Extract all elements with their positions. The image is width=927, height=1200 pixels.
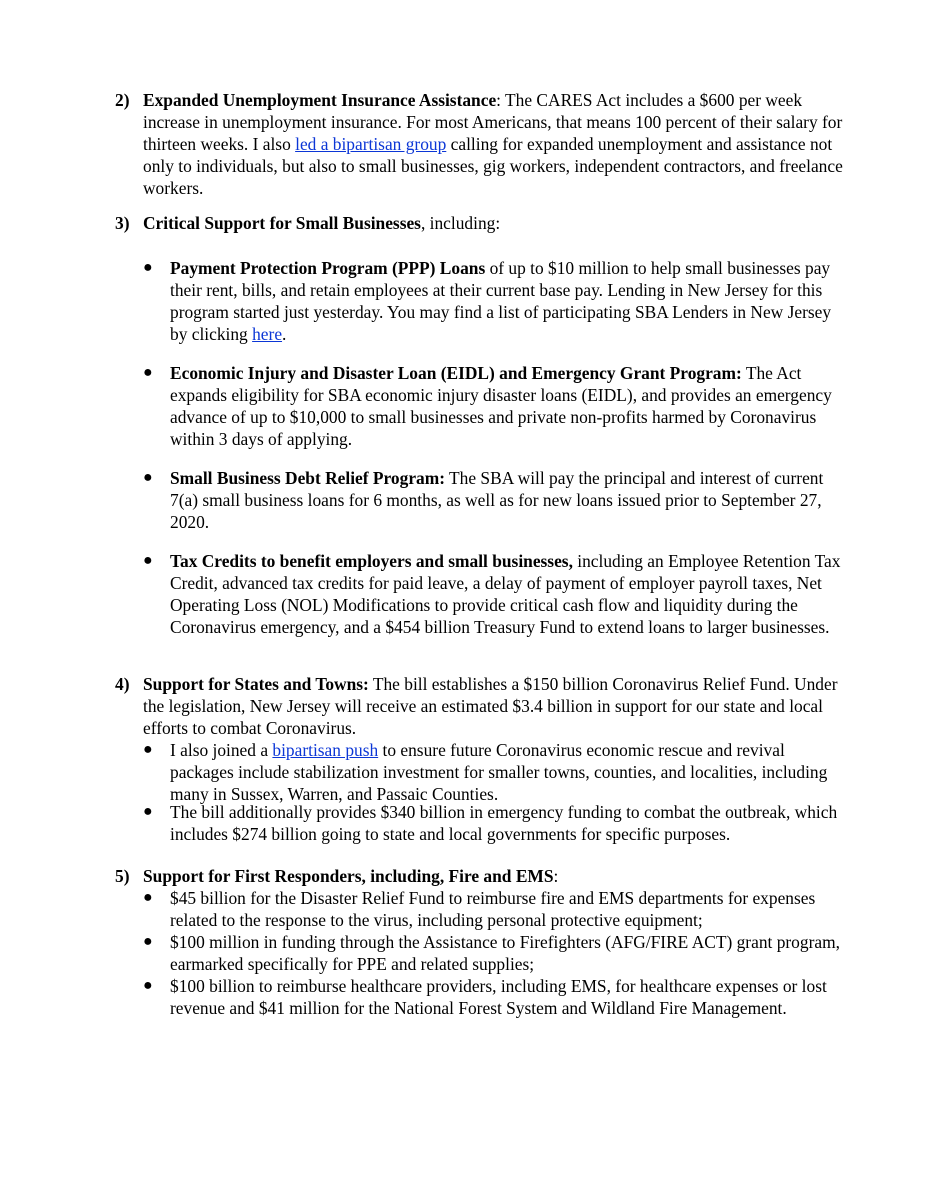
- section-3-text: [143, 212, 850, 234]
- bullet-icon: ●: [143, 803, 153, 820]
- list-item: [143, 739, 850, 805]
- section-2-text: [143, 89, 850, 199]
- bullet-icon: ●: [143, 259, 153, 276]
- bullet-icon: ●: [143, 889, 153, 906]
- list-item: [143, 257, 850, 345]
- list-item: [143, 887, 850, 931]
- section-5-text: [143, 865, 850, 887]
- item-body: including an Employee Retention Tax Credit, advanced tax credits for paid leave, a delay of payment of employer payroll taxes, Net Operating Loss (NOL) Modifications to provide critical cash flow and liquidity during the Coronavirus emergency, and a $454 billion Treasury Fund to extend loans to larger businesses.: [170, 551, 841, 637]
- list-item: [143, 467, 850, 533]
- item-body-cont: to ensure future Coronavirus economic rescue and revival packages include stabilization investment for smaller towns, counties, and localities, including many in Sussex, Warren, and Passaic Counties.: [170, 740, 828, 804]
- section-body: The bill establishes a $150 billion Coronavirus Relief Fund. Under the legislation, New Jersey will receive an estimated $3.4 billion in support for our state and local efforts to combat Coronavirus.: [143, 674, 838, 738]
- item-heading: Tax Credits to benefit employers and small businesses,: [170, 551, 573, 571]
- list-item: [143, 931, 850, 975]
- list-item: [143, 362, 850, 450]
- item-body: $100 billion to reimburse healthcare providers, including EMS, for healthcare expenses or lost revenue and $41 million for the National Forest System and Wildland Fire Management.: [170, 976, 827, 1018]
- section-4-text: [143, 673, 850, 739]
- section-heading: Critical Support for Small Businesses: [143, 213, 421, 233]
- item-body: I also joined a: [170, 740, 273, 760]
- section-number: 2): [115, 90, 130, 110]
- section-body-cont: calling for expanded unemployment and assistance not only to individuals, but also to small businesses, gig workers, independent contractors, and freelance workers.: [143, 134, 843, 198]
- item-body: $45 billion for the Disaster Relief Fund to reimburse fire and EMS departments for expenses related to the response to the virus, including personal protective equipment;: [170, 888, 816, 930]
- bullet-icon: ●: [143, 933, 153, 950]
- item-body: The SBA will pay the principal and interest of current 7(a) small business loans for 6 months, as well as for new loans issued prior to September 27, 2020.: [170, 468, 824, 532]
- section-number: 4): [115, 674, 130, 694]
- item-heading: Payment Protection Program (PPP) Loans: [170, 258, 486, 278]
- item-tail: .: [282, 324, 287, 344]
- item-heading: Economic Injury and Disaster Loan (EIDL) and Emergency Grant Program:: [170, 363, 742, 383]
- bullet-icon: ●: [143, 364, 153, 381]
- bipartisan-push-link[interactable]: bipartisan push: [272, 740, 379, 760]
- section-body: : The CARES Act includes a $600 per week increase in unemployment insurance. For most Americans, that means 100 percent of their salary for thirteen weeks. I also: [143, 90, 843, 154]
- bullet-icon: ●: [143, 469, 153, 486]
- section-body: , including:: [420, 213, 501, 233]
- section-heading: Support for States and Towns:: [143, 674, 369, 694]
- list-item: [143, 975, 850, 1019]
- item-body: The bill additionally provides $340 billion in emergency funding to combat the outbreak, which includes $274 billion going to state and local governments for specific purposes.: [170, 802, 838, 844]
- list-item: [143, 801, 850, 845]
- section-3: [115, 212, 850, 234]
- section-number: 3): [115, 213, 130, 233]
- section-2: [115, 89, 850, 199]
- item-body: of up to $10 million to help small businesses pay their rent, bills, and retain employees at their current base pay. Lending in New Jersey for this program started just yesterday. You may find a list of participating SBA Lenders in New Jersey by clicking: [170, 258, 832, 344]
- item-body: $100 million in funding through the Assistance to Firefighters (AFG/FIRE ACT) grant program, earmarked specifically for PPE and related supplies;: [170, 932, 840, 974]
- list-item: [143, 550, 850, 638]
- section-5: [115, 865, 850, 887]
- section-body: :: [553, 866, 559, 886]
- bipartisan-group-link[interactable]: led a bipartisan group: [295, 134, 447, 154]
- section-number: 5): [115, 866, 130, 886]
- item-heading: Small Business Debt Relief Program:: [170, 468, 446, 488]
- sba-lenders-here-link[interactable]: here: [252, 324, 283, 344]
- bullet-icon: ●: [143, 552, 153, 569]
- section-4: [115, 673, 850, 739]
- bullet-icon: ●: [143, 977, 153, 994]
- item-body: The Act expands eligibility for SBA economic injury disaster loans (EIDL), and provides an emergency advance of up to $10,000 to small businesses and private non-profits harmed by Coronavirus within 3 days of applying.: [170, 363, 832, 449]
- section-heading: Support for First Responders, including, Fire and EMS: [143, 866, 554, 886]
- section-heading: Expanded Unemployment Insurance Assistance: [143, 90, 497, 110]
- bullet-icon: ●: [143, 741, 153, 758]
